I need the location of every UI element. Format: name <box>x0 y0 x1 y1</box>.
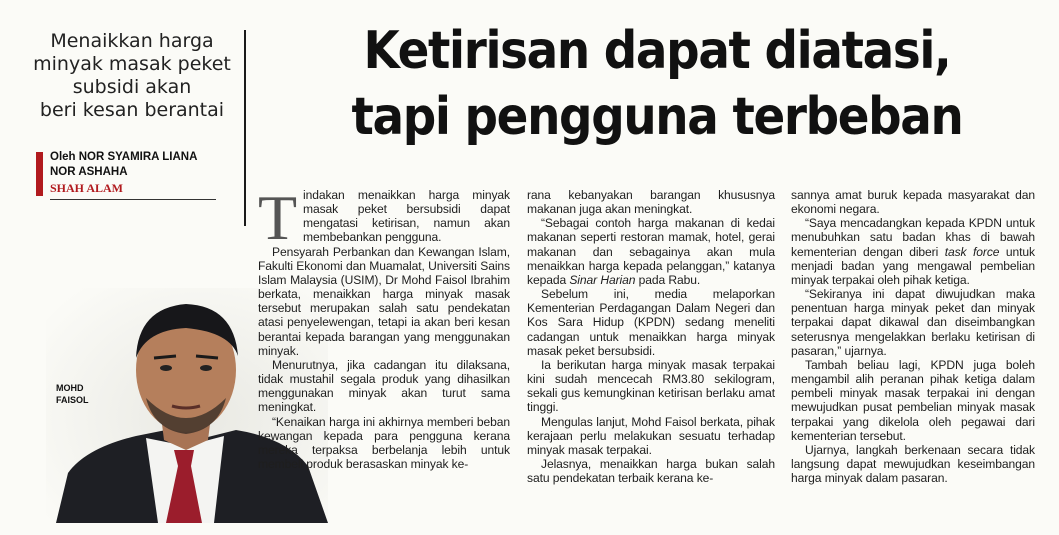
drop-cap: T <box>258 182 297 253</box>
article-paragraph: Ia berikutan harga minyak masak terpakai kini sudah mencecah RM3.80 sekilogram, sekali gus kemungkinan ketirisan berlaku amat tinggi. <box>527 357 775 415</box>
article-paragraph: “Kenaikan harga ini akhirnya memberi beban kewangan kepada para pengguna kerana mereka terpaksa berbelanja lebih untuk membeli produk berasaskan minyak ke- <box>258 414 510 471</box>
publication-name: Sinar Harian <box>569 272 636 287</box>
strapline-line: minyak masak peket <box>33 53 231 75</box>
article-paragraph: rana kebanyakan barangan khususnya makanan juga akan meningkat. <box>527 188 775 217</box>
article-paragraph: Ujarnya, langkah berkenaan secara tidak langsung dapat mewujudkan keseimbangan harga minyak dalam pasaran. <box>791 442 1035 486</box>
headline-line-1: Ketirisan dapat diatasi, <box>363 21 951 81</box>
byline-accent-bar <box>36 152 43 196</box>
byline-rule <box>50 199 216 200</box>
strapline-line: Menaikkan harga <box>50 30 214 52</box>
quote-text-end: pada Rabu. <box>638 272 701 287</box>
article-paragraph <box>791 216 1035 287</box>
strapline-line: beri kesan berantai <box>39 99 225 121</box>
headline-line-2: tapi pengguna terbeban <box>351 87 963 147</box>
article-paragraph: indakan menaikkan harga minyak masak peket bersubsidi dapat mengatasi ketirisan, namun akan membebankan pengguna. <box>303 188 510 245</box>
article-column-1 <box>258 182 510 471</box>
article-paragraph: Pensyarah Perbankan dan Kewangan Islam, Fakulti Ekonomi dan Muamalat, Universiti Sains Islam Malaysia (USIM), Dr Mohd Faisol Ibrahim berkata, menaikkan harga minyak masak tersebut merupakan salah satu pendekatan atasi penyelewengan, tetapi ia akan beri kesan berantai kepada barangan yang menggunakan minyak. <box>258 244 510 358</box>
vertical-divider <box>244 30 246 226</box>
article-paragraph: Sebelum ini, media melaporkan Kementerian Perdagangan Dalam Negeri dan Kos Sara Hidup (KPDN) sedang meneliti cadangan untuk menaikkan harga minyak masak peket bersubsidi. <box>527 287 775 358</box>
article-paragraph: sannya amat buruk kepada masyarakat dan ekonomi negara. <box>791 188 1035 217</box>
byline-dateline: SHAH ALAM <box>50 181 124 195</box>
article-column-3 <box>791 188 1035 485</box>
byline-author-cont: NOR ASHAHA <box>50 166 128 178</box>
article-paragraph: “Sekiranya ini dapat diwujudkan maka penentuan harga minyak peket dan minyak terpakai dapat dikawal dan diseimbangkan seterusnya mengelakkan berlaku ketirisan di pasaran,” ujarnya. <box>791 287 1035 358</box>
headline <box>302 18 1013 150</box>
byline-author: Oleh NOR SYAMIRA LIANA <box>50 151 198 163</box>
article-paragraph: Jelasnya, menaikkan harga bukan salah satu pendekatan terbaik kerana ke- <box>527 456 775 486</box>
strapline-line: subsidi akan <box>72 76 192 98</box>
italic-term: task force <box>944 244 1000 259</box>
quote-text-end: untuk menjadi badan yang mengawal pembelian minyak terpakai oleh pihak ketiga. <box>791 244 1035 287</box>
photo-caption-line: FAISOL <box>56 395 89 405</box>
photo-caption-line: MOHD <box>56 383 84 393</box>
article-paragraph: Tambah beliau lagi, KPDN juga boleh mengambil alih peranan pihak ketiga dalam pembeli minyak masak terpakai ini dengan mewujudkan pusat pembelian minyak masak terpakai yang dikelola oleh pegawai dari kementerian tersebut. <box>791 357 1035 443</box>
photo-caption <box>56 382 89 406</box>
quote-text: “Saya mencadangkan kepada KPDN untuk menubuhkan satu badan khas di bawah kementerian dengan diberi <box>791 216 1035 259</box>
article-paragraph: Menurutnya, jika cadangan itu dilaksana, tidak mustahil segala produk yang dihasilkan menggunakan minyak akan turut sama meningkat. <box>258 357 510 415</box>
strapline <box>28 30 236 122</box>
quote-text: “Sebagai contoh harga makanan di kedai makanan seperti restoran mamak, hotel, gerai makanan dan sebagainya akan mula menaikkan harga kepada pelanggan,” katanya kepada <box>527 216 775 287</box>
article-paragraph <box>527 216 775 287</box>
article-paragraph: Mengulas lanjut, Mohd Faisol berkata, pihak kerajaan perlu melakukan sesuatu terhadap minyak masak terpakai. <box>527 414 775 457</box>
article-column-2 <box>527 188 775 485</box>
byline <box>50 150 216 200</box>
